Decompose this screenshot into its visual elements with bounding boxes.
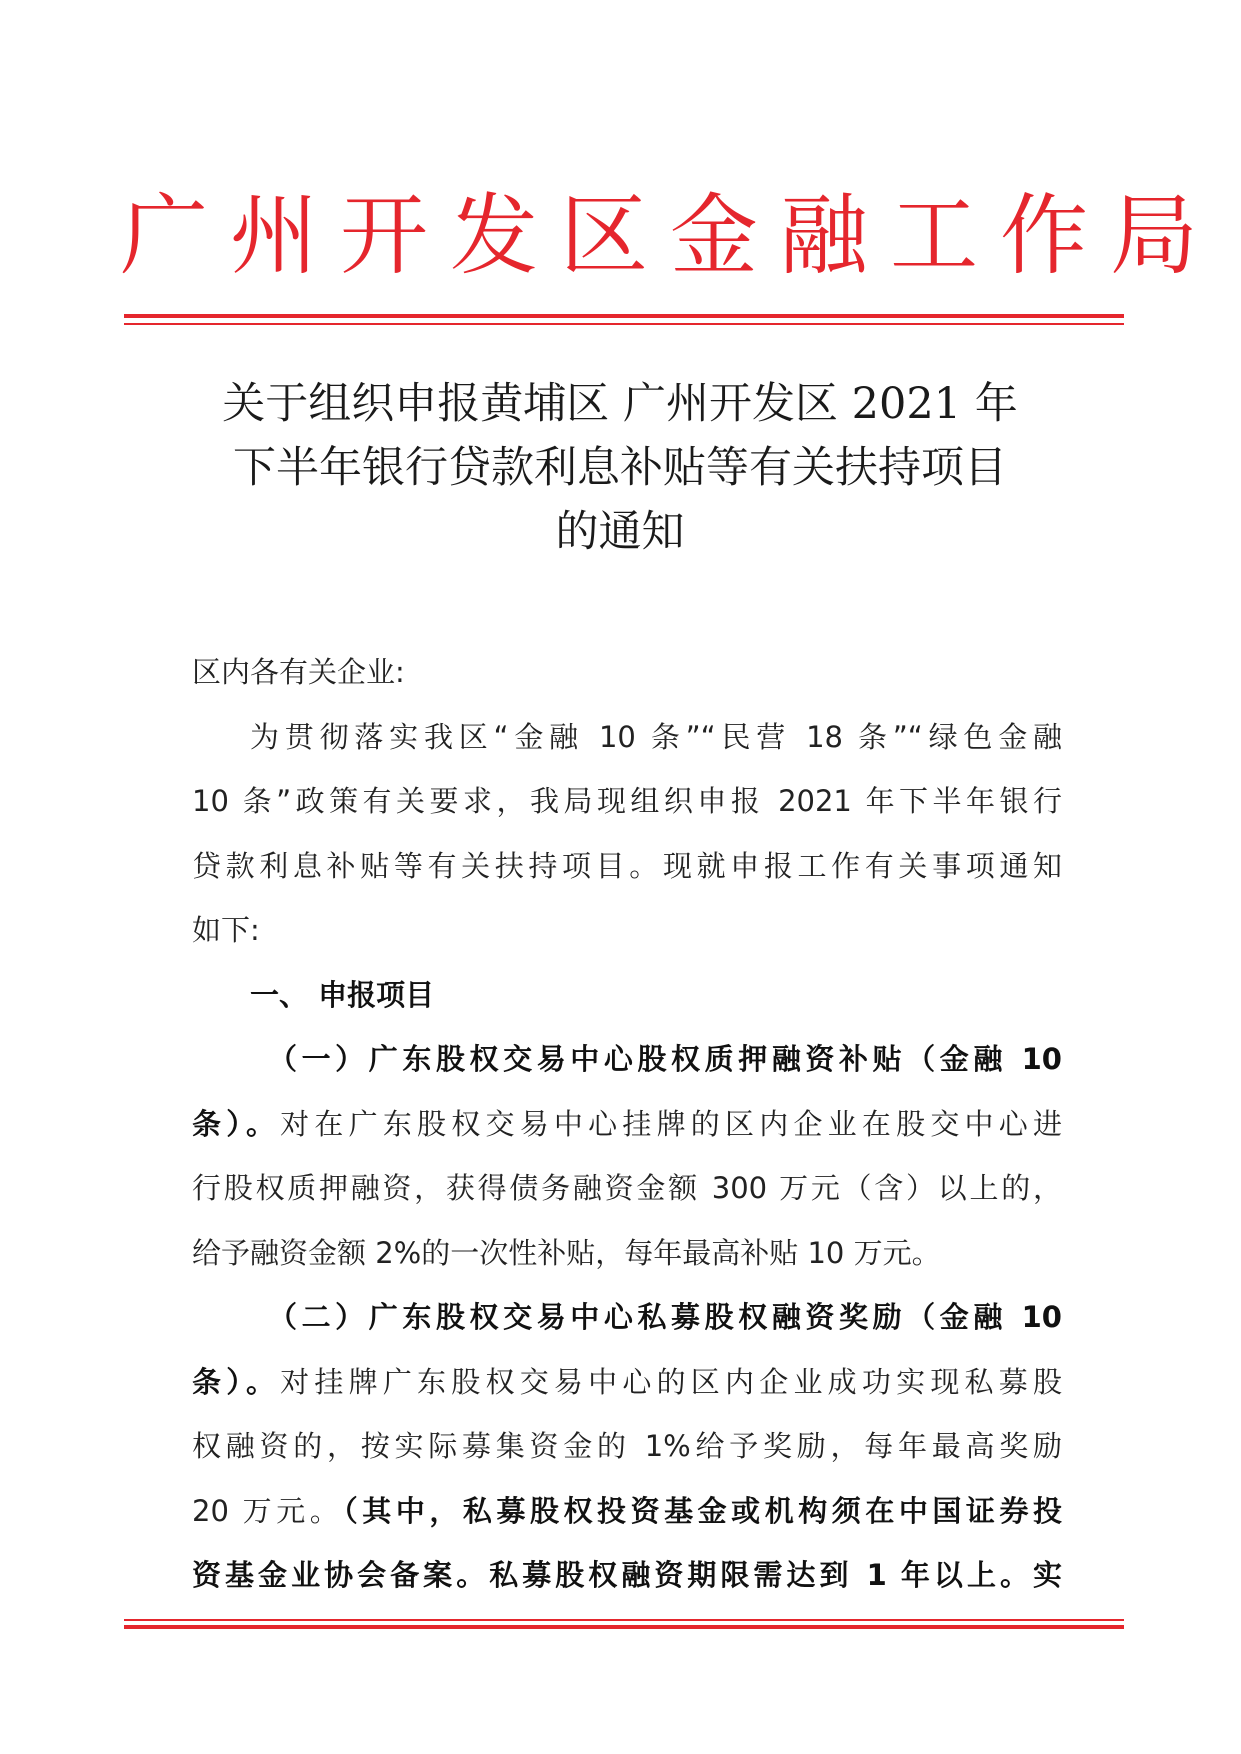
intro-line-4: 如下: [192,913,260,947]
item2-bold-1: （其中，私募股权投资基金或机构须在中国证券投 [343,1493,1062,1528]
item1-line-3: 给予融资金额 2%的一次性补贴，每年最高补贴 10 万元。 [192,1235,941,1270]
item2-text-3: 20 万元。 [192,1493,344,1528]
item1-heading: （一）广东股权交易中心股权质押融资补贴（金融 10 [268,1042,1062,1076]
item2-heading-tail: 条）。 [192,1364,281,1399]
item2-line-4: 资基金业协会备案。私募股权融资期限需达到 1 年以上。实 [192,1558,1062,1592]
agency-letterhead: 广州开发区金融工作局 [120,184,1221,287]
item2-line-3 [192,1479,1062,1544]
document-title [120,372,1120,564]
item1-line-2: 行股权质押融资，获得债务融资金额 300 万元（含）以上的， [192,1171,1062,1205]
document-body [192,640,1062,1608]
item2-text-1: 对挂牌广东股权交易中心的区内企业成功实现私募股 [280,1364,1062,1399]
header-rule-thick [124,314,1124,318]
item1-heading-tail: 条）。 [192,1106,281,1141]
item1-line-1 [192,1092,1062,1157]
item2-heading: （二）广东股权交易中心私募股权融资奖励（金融 10 [268,1300,1062,1334]
section-heading-1: 一、 申报项目 [250,977,435,1012]
intro-line-3: 贷款利息补贴等有关扶持项目。现就申报工作有关事项通知 [192,848,1062,883]
salutation: 区内各有关企业: [192,655,405,689]
title-line-1: 关于组织申报黄埔区 广州开发区 2021 年 [222,379,1018,429]
item2-line-1 [192,1350,1062,1415]
item2-line-2: 权融资的，按实际募集资金的 1%给予奖励，每年最高奖励 [192,1429,1062,1463]
item1-text-1: 对在广东股权交易中心挂牌的区内企业在股交中心进 [280,1106,1062,1141]
title-line-2: 下半年银行贷款利息补贴等有关扶持项目 [233,443,1007,493]
intro-line-1: 为贯彻落实我区“金融 10 条”“民营 18 条”“绿色金融 [250,719,1062,754]
footer-rule-thin [124,1619,1124,1621]
footer-rule-thick [124,1625,1124,1629]
intro-line-2: 10 条”政策有关要求，我局现组织申报 2021 年下半年银行 [192,784,1062,818]
title-line-3: 的通知 [555,507,685,557]
header-rule-thin [124,323,1124,325]
